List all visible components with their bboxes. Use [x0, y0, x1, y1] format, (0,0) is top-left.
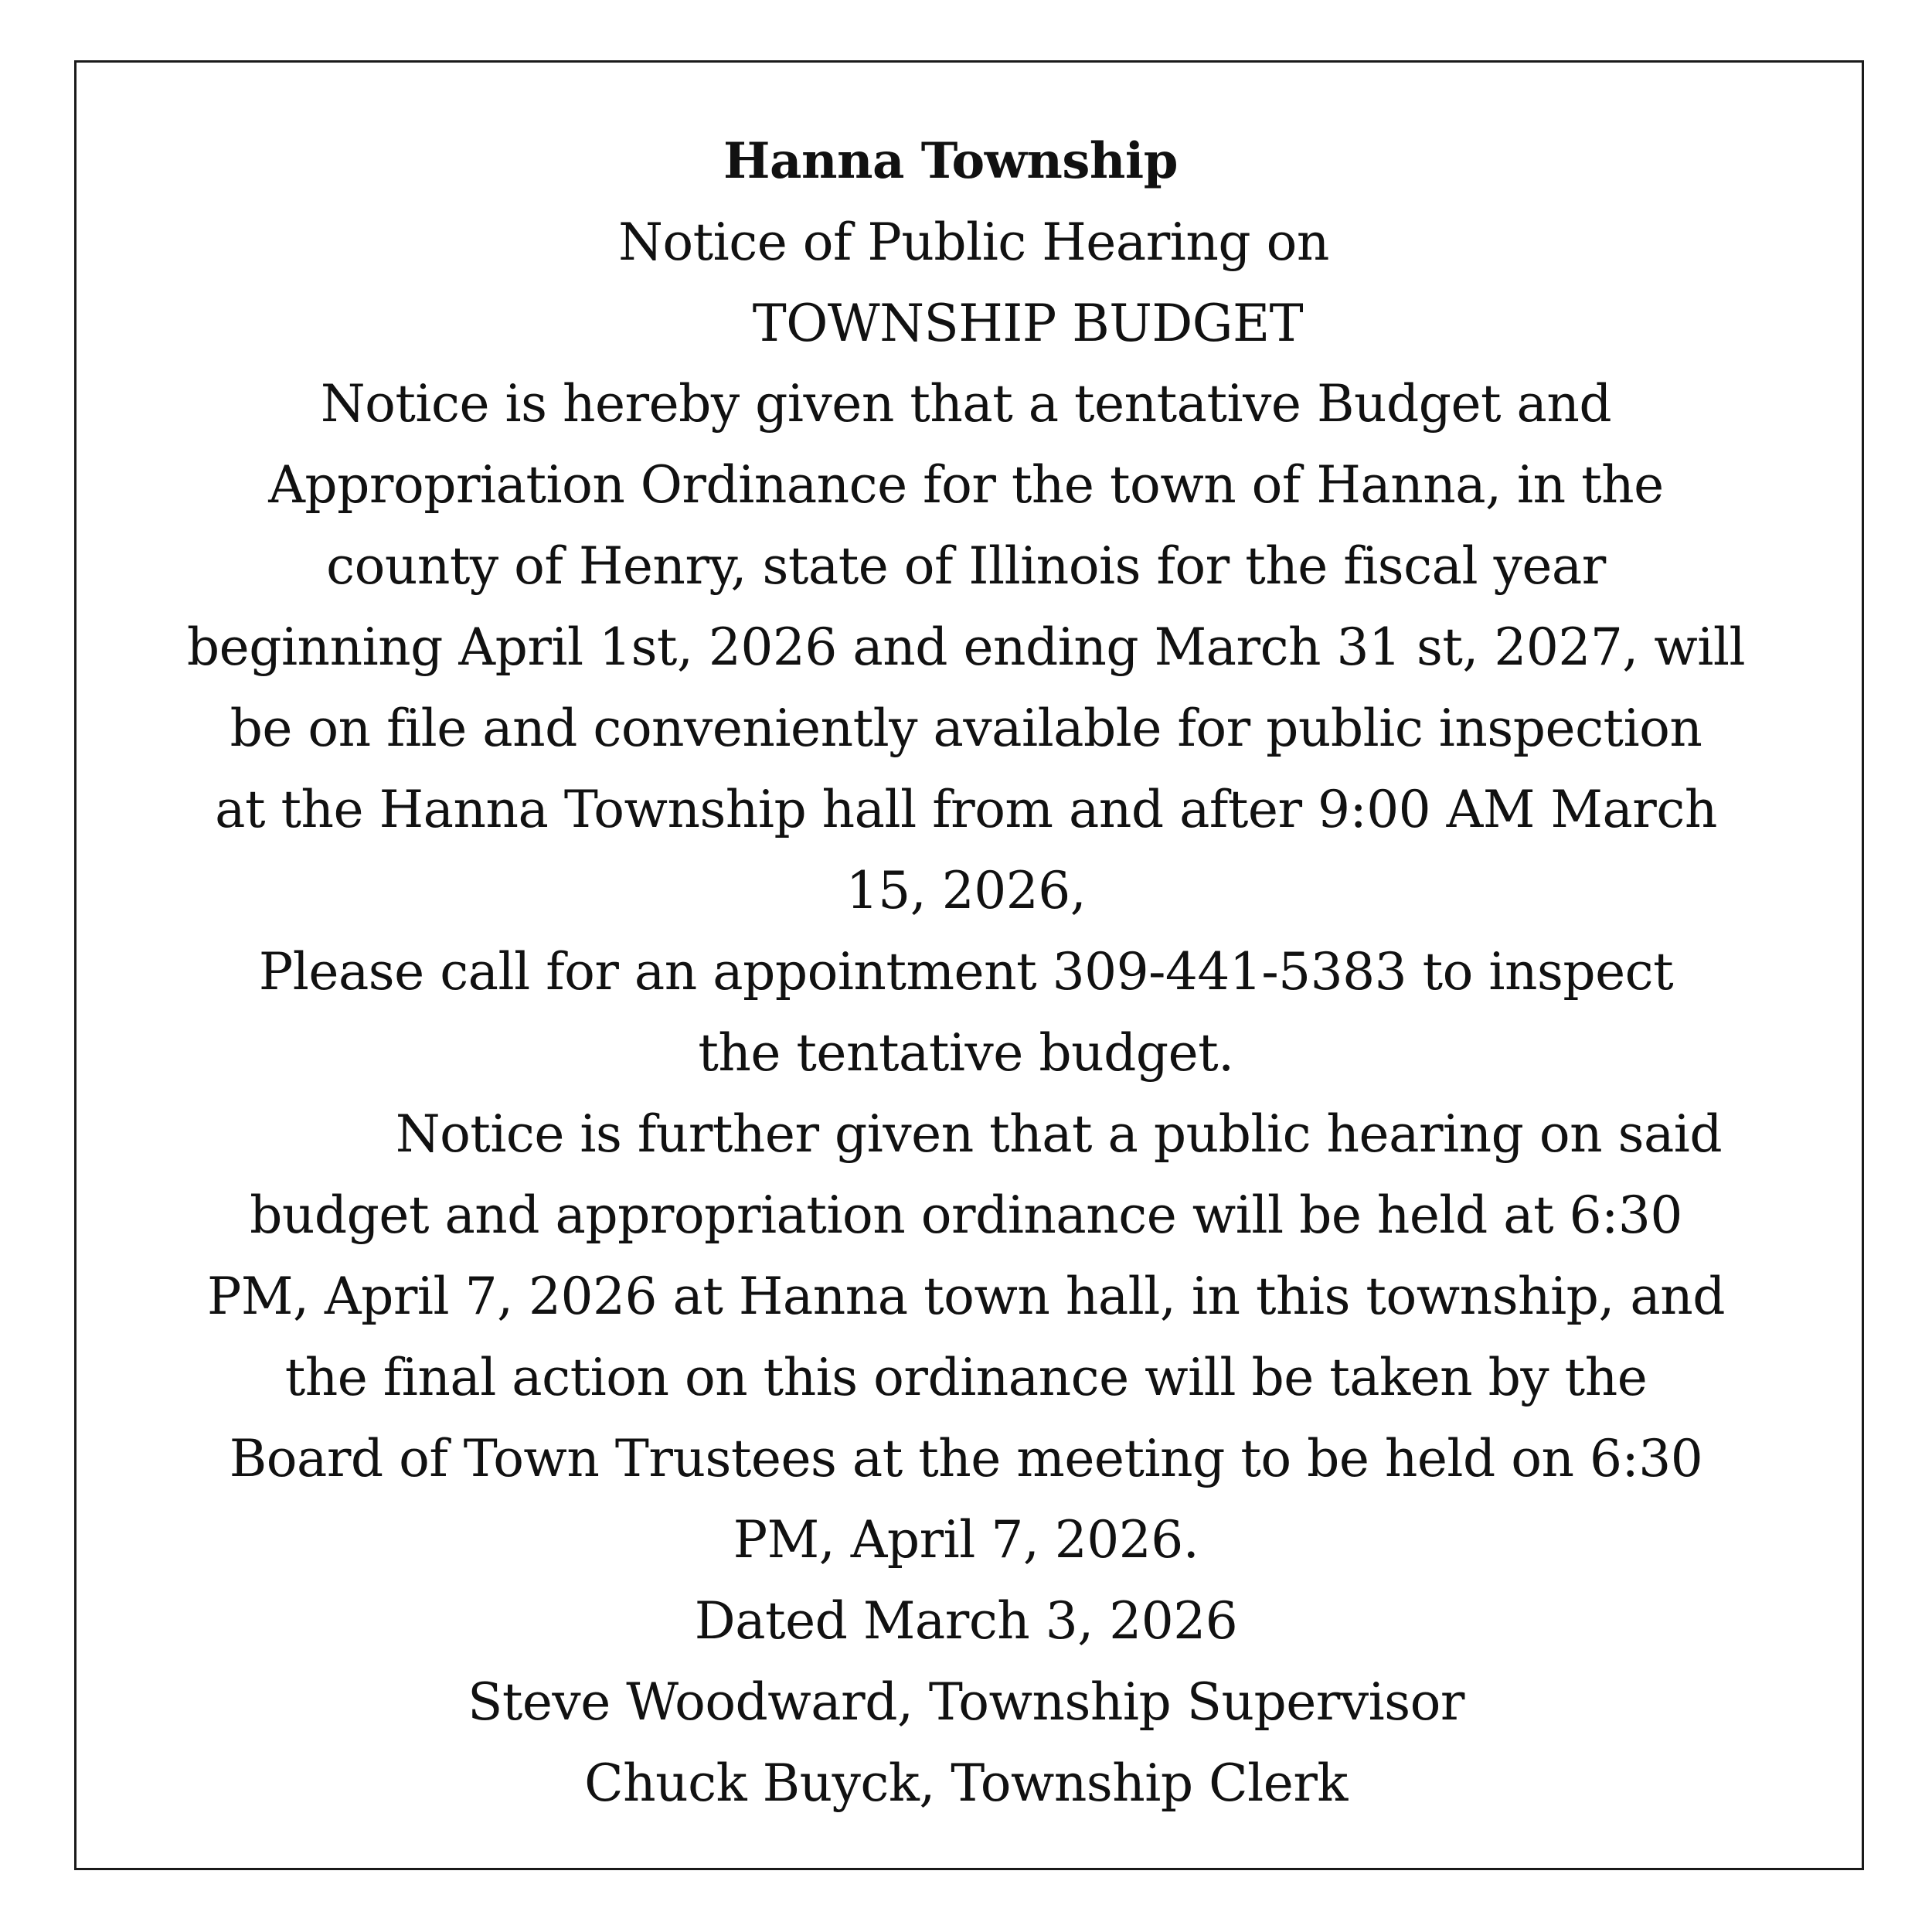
notice-subheading: TOWNSHIP BUDGET	[752, 294, 1304, 353]
body-line: be on file and conveniently available for public inspection	[230, 699, 1702, 758]
body-line: Notice is further given that a public hearing on said	[395, 1104, 1723, 1164]
clerk-signature: Chuck Buyck, Township Clerk	[584, 1753, 1348, 1813]
notice-heading: Notice of Public Hearing on	[618, 213, 1329, 272]
body-line: at the Hanna Township hall from and after 9:00 AM March	[215, 780, 1717, 839]
body-line: county of Henry, state of Illinois for the fiscal year	[326, 536, 1606, 596]
body-line: 15, 2026,	[845, 861, 1087, 920]
supervisor-signature: Steve Woodward, Township Supervisor	[468, 1672, 1464, 1732]
body-line: beginning April 1st, 2026 and ending March 31 st, 2027, will	[186, 617, 1746, 677]
body-line: Notice is hereby given that a tentative Budget and	[320, 374, 1612, 434]
body-line: Appropriation Ordinance for the town of Hanna, in the	[268, 455, 1664, 515]
body-line: PM, April 7, 2026.	[733, 1510, 1199, 1570]
dated-line: Dated March 3, 2026	[694, 1591, 1238, 1651]
body-line: Please call for an appointment 309-441-5383 to inspect	[258, 942, 1674, 1002]
body-line: the tentative budget.	[698, 1023, 1234, 1083]
township-title: Hanna Township	[723, 132, 1178, 190]
body-line: budget and appropriation ordinance will be held at 6:30	[250, 1185, 1682, 1245]
body-line: PM, April 7, 2026 at Hanna town hall, in this township, and	[206, 1267, 1725, 1326]
body-line: the final action on this ordinance will be taken by the	[284, 1348, 1648, 1407]
body-line: Board of Town Trustees at the meeting to be held on 6:30	[229, 1429, 1703, 1488]
